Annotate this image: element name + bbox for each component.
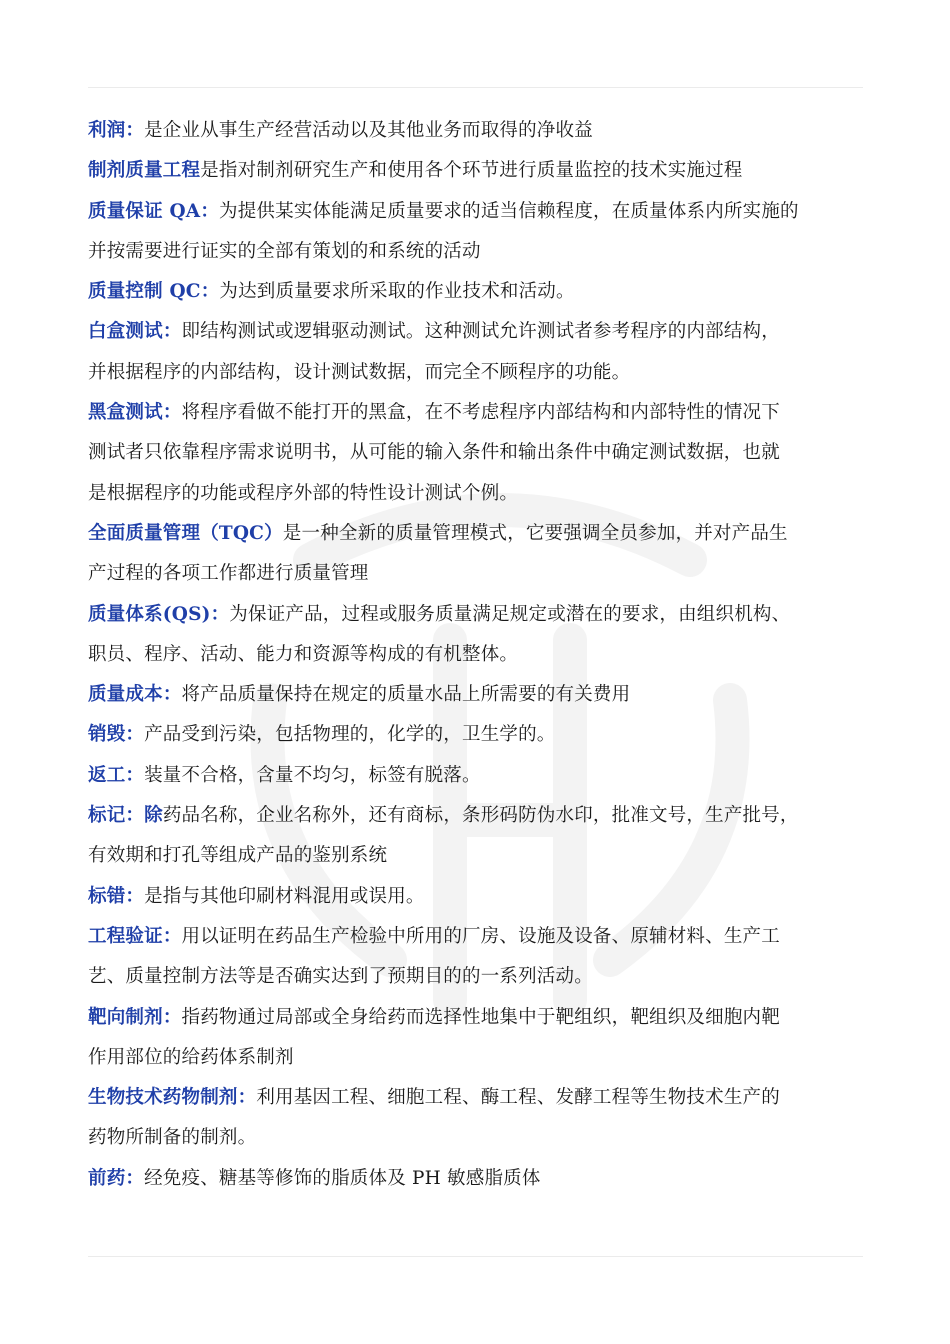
entry-quality-assurance [88, 192, 888, 273]
term-separator: ： [125, 724, 145, 746]
term: 工程验证 [88, 925, 163, 947]
term: 质量控制 QC [88, 281, 201, 303]
entry-quality-system [88, 595, 888, 676]
definition: 是指对制剂研究生产和使用各个环节进行质量监控的技术实施过程 [200, 160, 743, 182]
definition: 为提供某实体能满足质量要求的适当信赖程度，在质量体系内所实施的 并按需要进行证实的全部有策划的和系统的活动 [88, 200, 799, 262]
term: 标记：除 [88, 805, 163, 827]
term-separator: ： [210, 603, 230, 625]
definition: 将程序看做不能打开的黑盒，在不考虑程序内部结构和内部特性的情况下 测试者只依靠程序需求说明书，从可能的输入条件和输出条件中确定测试数据，也就 是根据程序的功能或程序外部的特性设计测试个例。 [88, 402, 780, 504]
term-separator: ： [162, 321, 182, 343]
definition: 产品受到污染，包括物理的，化学的，卫生学的。 [144, 724, 556, 746]
term-separator: ： [162, 402, 182, 424]
definition: 为保证产品，过程或服务质量满足规定或潜在的要求，由组织机构、 职员、程序、活动、能力和资源等构成的有机整体。 [88, 603, 791, 665]
term-separator: ： [125, 1167, 145, 1189]
entry-biotech-drug-formulation [88, 1078, 888, 1159]
definition-list [88, 111, 888, 1199]
term-separator: ： [125, 764, 145, 786]
entry-formulation-quality-engineering [88, 151, 888, 191]
term-separator: ： [125, 885, 145, 907]
term-separator: ： [162, 925, 182, 947]
entry-marking [88, 796, 888, 877]
term: 质量体系(QS) [88, 603, 211, 625]
entry-quality-control [88, 272, 888, 312]
term-separator: ： [200, 281, 220, 303]
term: 利润 [88, 120, 126, 141]
term: 靶向制剂 [88, 1006, 163, 1028]
term: 返工 [88, 764, 126, 786]
definition: 将产品质量保持在规定的质量水品上所需要的有关费用 [181, 684, 631, 706]
definition: 装量不合格，含量不均匀，标签有脱落。 [144, 764, 481, 786]
entry-destruction [88, 715, 888, 755]
entry-white-box-testing [88, 312, 888, 393]
entry-total-quality-control [88, 514, 888, 595]
definition: 经免疫、糖基等修饰的脂质体及 PH 敏感脂质体 [144, 1167, 541, 1189]
term-separator: ： [200, 200, 220, 222]
term-separator: ： [125, 120, 145, 141]
entry-prodrug [88, 1159, 888, 1199]
definition: 指药物通过局部或全身给药而选择性地集中于靶组织，靶组织及细胞内靶 作用部位的给药体系制剂 [88, 1006, 780, 1068]
entry-rework [88, 756, 888, 796]
entry-black-box-testing [88, 393, 888, 514]
term: 质量保证 QA [88, 200, 201, 222]
definition: 是一种全新的质量管理模式，它要强调全员参加，并对产品生 产过程的各项工作都进行质量管理 [88, 522, 788, 585]
definition: 即结构测试或逻辑驱动测试。这种测试允许测试者参考程序的内部结构， 并根据程序的内部结构，设计测试数据，而完全不顾程序的功能。 [88, 321, 780, 383]
term: 制剂质量工程 [88, 160, 201, 182]
entry-mislabeling [88, 877, 888, 917]
term: 生物技术药物制剂 [88, 1087, 238, 1109]
term-separator: ： [237, 1087, 257, 1109]
definition: 是指与其他印刷材料混用或误用。 [144, 885, 425, 907]
term: 白盒测试 [88, 321, 163, 343]
entry-quality-cost [88, 675, 888, 715]
definition: 药品名称，企业名称外，还有商标，条形码防伪水印，批准文号，生产批号， 有效期和打孔等组成产品的鉴别系统 [88, 805, 799, 867]
term: 销毁 [88, 724, 126, 746]
entry-engineering-validation [88, 917, 888, 998]
term-separator: ： [162, 684, 182, 706]
bottom-rule [88, 1256, 863, 1257]
term: 全面质量管理（TQC） [88, 522, 283, 544]
definition: 是企业从事生产经营活动以及其他业务而取得的净收益 [144, 120, 593, 141]
entry-targeted-formulation [88, 998, 888, 1079]
term: 标错 [88, 885, 126, 907]
entry-profit [88, 111, 888, 151]
term-separator: ： [162, 1006, 182, 1028]
term: 黑盒测试 [88, 402, 163, 424]
definition: 利用基因工程、细胞工程、酶工程、发酵工程等生物技术生产的 药物所制备的制剂。 [88, 1087, 780, 1149]
term: 前药 [88, 1167, 126, 1189]
definition: 为达到质量要求所采取的作业技术和活动。 [219, 281, 575, 303]
term: 质量成本 [88, 684, 163, 706]
definition: 用以证明在药品生产检验中所用的厂房、设施及设备、原辅材料、生产工 艺、质量控制方法等是否确实达到了预期目的的一系列活动。 [88, 925, 780, 988]
top-rule [88, 87, 863, 88]
